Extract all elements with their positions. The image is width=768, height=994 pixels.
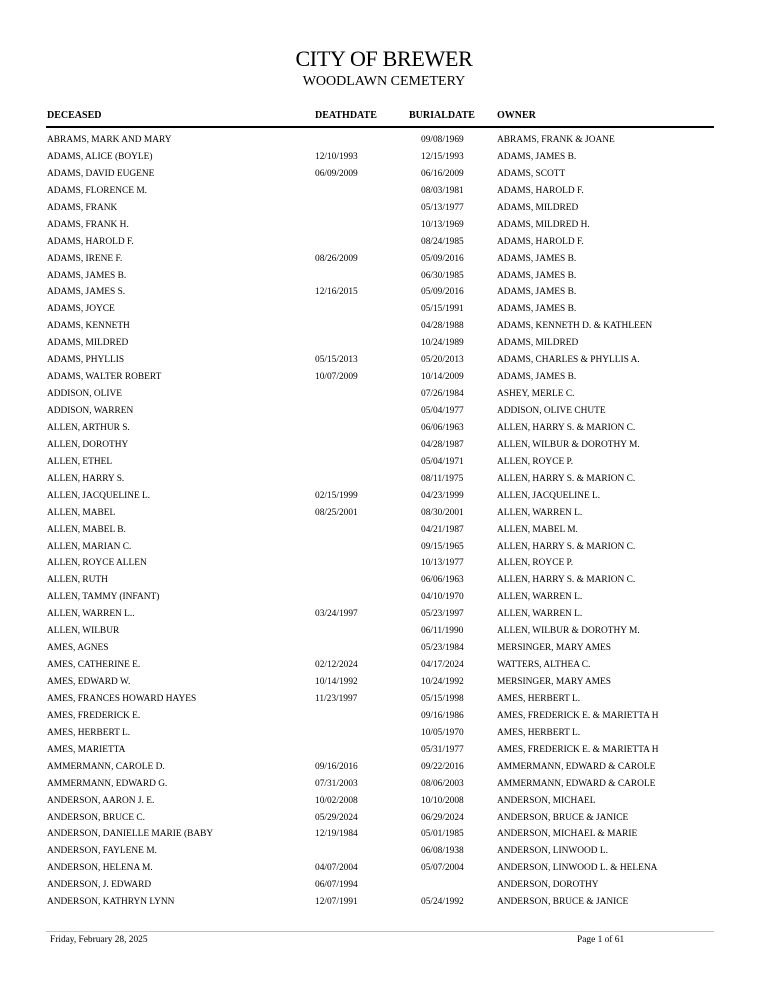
cell-owner: ADAMS, KENNETH D. & KATHLEEN (497, 321, 653, 332)
cell-burialdate: 05/20/2013 (421, 355, 464, 366)
cell-deceased: ADAMS, PHYLLIS (47, 355, 125, 366)
cell-burialdate: 08/30/2001 (421, 507, 464, 518)
cell-owner: ALLEN, ROYCE P. (497, 558, 574, 569)
cell-deceased: ADAMS, HAROLD F. (47, 236, 134, 247)
cell-owner: ALLEN, HARRY S. & MARION C. (497, 575, 636, 586)
cell-deceased: ADAMS, FLORENCE M. (47, 185, 148, 196)
cell-deceased: ANDERSON, DANIELLE MARIE (BABY (47, 829, 214, 840)
table-row (0, 183, 768, 200)
cell-deathdate: 08/25/2001 (315, 507, 358, 518)
cell-deceased: ALLEN, WARREN L.. (47, 609, 135, 620)
page-subtitle: WOODLAWN CEMETERY (302, 74, 466, 89)
table-row (0, 606, 768, 623)
table-row (0, 843, 768, 860)
cell-deceased: AMES, MARIETTA (47, 744, 126, 755)
cell-owner: AMES, FREDERICK E. & MARIETTA H (497, 710, 659, 721)
cell-owner: ALLEN, WILBUR & DOROTHY M. (497, 626, 640, 637)
cell-owner: ASHEY, MERLE C. (497, 389, 575, 400)
cell-deathdate: 10/07/2009 (315, 372, 358, 383)
cell-deceased: ADAMS, JAMES B. (47, 270, 127, 281)
cell-owner: ADAMS, JAMES B. (497, 372, 577, 383)
cell-owner: AMMERMANN, EDWARD & CAROLE (497, 778, 656, 789)
column-header-deceased: DECEASED (47, 110, 102, 121)
cell-owner: ANDERSON, LINWOOD L. (497, 846, 608, 857)
table-row (0, 318, 768, 335)
table-row (0, 488, 768, 505)
cell-burialdate: 05/09/2016 (421, 287, 464, 298)
cell-burialdate: 09/15/1965 (421, 541, 464, 552)
cell-deceased: ADAMS, JOYCE (47, 304, 115, 315)
table-row (0, 708, 768, 725)
cell-deceased: ANDERSON, HELENA M. (47, 863, 153, 874)
cell-burialdate: 05/24/1992 (421, 897, 464, 908)
cell-owner: ANDERSON, DOROTHY (497, 880, 599, 891)
cell-owner: ALLEN, WILBUR & DOROTHY M. (497, 439, 640, 450)
cell-owner: ADAMS, MILDRED (497, 338, 579, 349)
cell-burialdate: 06/30/1985 (421, 270, 464, 281)
cell-owner: ALLEN, HARRY S. & MARION C. (497, 541, 636, 552)
table-row (0, 572, 768, 589)
cell-deathdate: 07/31/2003 (315, 778, 358, 789)
footer-date: Friday, February 28, 2025 (50, 935, 148, 945)
cell-owner: WATTERS, ALTHEA C. (497, 660, 591, 671)
cell-deceased: AMMERMANN, EDWARD G. (47, 778, 168, 789)
cell-burialdate: 05/15/1998 (421, 693, 464, 704)
cell-burialdate: 06/06/1963 (421, 575, 464, 586)
cell-burialdate: 07/26/1984 (421, 389, 464, 400)
table-row (0, 420, 768, 437)
table-row (0, 894, 768, 911)
cell-owner: ADAMS, MILDRED (497, 202, 579, 213)
cell-deceased: ALLEN, ARTHUR S. (47, 422, 130, 433)
cell-deathdate: 05/29/2024 (315, 812, 358, 823)
cell-deceased: ADAMS, IRENE F. (47, 253, 123, 264)
table-row (0, 691, 768, 708)
cell-burialdate: 06/16/2009 (421, 168, 464, 179)
table-row (0, 268, 768, 285)
cell-burialdate: 10/10/2008 (421, 795, 464, 806)
cell-deceased: ALLEN, ETHEL (47, 456, 113, 467)
cell-owner: ADAMS, JAMES B. (497, 151, 577, 162)
table-row (0, 251, 768, 268)
cell-deathdate: 10/02/2008 (315, 795, 358, 806)
cell-deathdate: 06/07/1994 (315, 880, 358, 891)
cell-owner: MERSINGER, MARY AMES (497, 677, 611, 687)
cell-owner: ADAMS, HAROLD F. (497, 185, 584, 196)
cell-burialdate: 08/06/2003 (421, 778, 464, 789)
cell-burialdate: 10/24/1992 (421, 677, 464, 687)
cell-deceased: AMES, FREDERICK E. (47, 710, 141, 721)
table-row (0, 132, 768, 149)
cell-deceased: AMMERMANN, CAROLE D. (47, 761, 165, 772)
cell-owner: AMES, HERBERT L. (497, 693, 581, 704)
cell-deceased: ADAMS, JAMES S. (47, 287, 126, 298)
cell-deceased: AMES, CATHERINE E. (47, 660, 141, 671)
cell-owner: ADAMS, JAMES B. (497, 287, 577, 298)
cell-owner: ADDISON, OLIVE CHUTE (497, 406, 606, 416)
cell-deathdate: 12/07/1991 (315, 897, 358, 908)
cell-deceased: ABRAMS, MARK AND MARY (47, 135, 172, 145)
table-row (0, 149, 768, 166)
cell-owner: ALLEN, WARREN L. (497, 592, 583, 603)
cell-owner: AMES, FREDERICK E. & MARIETTA H (497, 744, 659, 755)
cell-burialdate: 05/01/1985 (421, 829, 464, 840)
cell-burialdate: 08/24/1985 (421, 236, 464, 247)
table-row (0, 674, 768, 691)
table-row (0, 640, 768, 657)
cell-burialdate: 04/23/1999 (421, 490, 464, 501)
cell-burialdate: 08/11/1975 (421, 473, 464, 484)
cell-deceased: AMES, FRANCES HOWARD HAYES (47, 693, 197, 704)
cell-owner: ALLEN, WARREN L. (497, 609, 583, 620)
cell-owner: ALLEN, WARREN L. (497, 507, 583, 518)
cell-owner: ALLEN, HARRY S. & MARION C. (497, 473, 636, 484)
cell-deathdate: 10/14/1992 (315, 677, 358, 687)
table-row (0, 471, 768, 488)
table-row (0, 386, 768, 403)
table-row (0, 725, 768, 742)
cell-owner: ADAMS, CHARLES & PHYLLIS A. (497, 355, 640, 366)
table-row (0, 403, 768, 420)
cell-deceased: ADDISON, OLIVE (47, 389, 122, 400)
cell-burialdate: 04/28/1988 (421, 321, 464, 332)
cell-owner: ADAMS, SCOTT (497, 168, 566, 179)
cell-deceased: ALLEN, MABEL B. (47, 524, 126, 535)
cell-burialdate: 09/22/2016 (421, 761, 464, 772)
cell-deathdate: 12/19/1984 (315, 829, 358, 840)
cell-deceased: ADAMS, MILDRED (47, 338, 129, 349)
cell-burialdate: 10/24/1989 (421, 338, 464, 349)
cell-deceased: ALLEN, TAMMY (INFANT) (47, 592, 160, 603)
table-row (0, 657, 768, 674)
cell-burialdate: 05/31/1977 (421, 744, 464, 755)
cell-deceased: ALLEN, JACQUELINE L. (47, 490, 151, 501)
cell-owner: ANDERSON, LINWOOD L. & HELENA (497, 863, 658, 874)
table-row (0, 335, 768, 352)
table-row (0, 505, 768, 522)
cell-burialdate: 10/13/1977 (421, 558, 464, 569)
table-row (0, 759, 768, 776)
cell-owner: ALLEN, HARRY S. & MARION C. (497, 422, 636, 433)
cell-deceased: ADAMS, FRANK H. (47, 219, 129, 230)
table-row (0, 589, 768, 606)
cell-owner: ANDERSON, MICHAEL & MARIE (497, 829, 638, 840)
cell-deathdate: 05/15/2013 (315, 355, 358, 366)
cell-owner: ALLEN, MABEL M. (497, 524, 578, 535)
table-row (0, 776, 768, 793)
cell-owner: ADAMS, JAMES B. (497, 270, 577, 281)
cell-owner: ALLEN, JACQUELINE L. (497, 490, 601, 501)
cell-owner: ADAMS, HAROLD F. (497, 236, 584, 247)
cell-burialdate: 10/13/1969 (421, 219, 464, 230)
column-header-owner: OWNER (497, 110, 536, 121)
column-header-deathdate: DEATHDATE (315, 110, 377, 121)
cell-owner: ADAMS, MILDRED H. (497, 219, 590, 230)
cell-burialdate: 10/05/1970 (421, 727, 464, 738)
cell-deathdate: 12/16/2015 (315, 287, 358, 298)
cell-deceased: ADAMS, WALTER ROBERT (47, 372, 162, 383)
table-row (0, 166, 768, 183)
cell-burialdate: 06/06/1963 (421, 422, 464, 433)
cell-owner: AMES, HERBERT L. (497, 727, 581, 738)
page-number: Page 1 of 61 (577, 935, 625, 945)
table-row (0, 301, 768, 318)
cell-deceased: ALLEN, RUTH (47, 575, 108, 586)
cell-deathdate: 02/15/1999 (315, 490, 358, 501)
cell-deceased: AMES, AGNES (47, 643, 109, 654)
cell-deceased: ALLEN, ROYCE ALLEN (47, 558, 147, 569)
cell-deceased: ADAMS, KENNETH (47, 321, 130, 332)
table-row (0, 352, 768, 369)
cell-deceased: ALLEN, DOROTHY (47, 439, 129, 450)
table-row (0, 826, 768, 843)
cell-owner: ABRAMS, FRANK & JOANE (497, 135, 615, 145)
table-row (0, 437, 768, 454)
table-row (0, 555, 768, 572)
table-row (0, 810, 768, 827)
cell-deceased: ADAMS, ALICE (BOYLE) (47, 151, 153, 162)
table-row (0, 539, 768, 556)
cell-burialdate: 05/04/1977 (421, 406, 464, 416)
cell-deceased: ALLEN, WILBUR (47, 626, 120, 637)
cell-deceased: ANDERSON, AARON J. E. (47, 795, 155, 806)
table-row (0, 623, 768, 640)
cell-owner: ANDERSON, BRUCE & JANICE (497, 812, 629, 823)
cell-burialdate: 05/09/2016 (421, 253, 464, 264)
cell-owner: MERSINGER, MARY AMES (497, 643, 611, 654)
cell-deathdate: 06/09/2009 (315, 168, 358, 179)
cell-burialdate: 09/16/1986 (421, 710, 464, 721)
cell-deceased: ADDISON, WARREN (47, 406, 134, 416)
cell-deceased: ANDERSON, BRUCE C. (47, 812, 145, 823)
cell-deceased: ANDERSON, KATHRYN LYNN (47, 897, 175, 908)
cell-burialdate: 06/11/1990 (421, 626, 464, 637)
table-row (0, 217, 768, 234)
cell-deceased: ALLEN, MABEL (47, 507, 116, 518)
cell-burialdate: 05/13/1977 (421, 202, 464, 213)
cell-deathdate: 04/07/2004 (315, 863, 358, 874)
table-row (0, 200, 768, 217)
cell-burialdate: 04/17/2024 (421, 660, 464, 671)
cell-deathdate: 11/23/1997 (315, 693, 358, 704)
cell-deathdate: 12/10/1993 (315, 151, 358, 162)
table-row (0, 742, 768, 759)
cell-owner: ADAMS, JAMES B. (497, 253, 577, 264)
cell-burialdate: 10/14/2009 (421, 372, 464, 383)
cell-deceased: AMES, HERBERT L. (47, 727, 131, 738)
cell-owner: ADAMS, JAMES B. (497, 304, 577, 315)
cell-deathdate: 09/16/2016 (315, 761, 358, 772)
table-row (0, 369, 768, 386)
cell-burialdate: 04/21/1987 (421, 524, 464, 535)
cell-burialdate: 05/23/1984 (421, 643, 464, 654)
cell-deathdate: 02/12/2024 (315, 660, 358, 671)
cell-burialdate: 06/08/1938 (421, 846, 464, 857)
cell-owner: ANDERSON, BRUCE & JANICE (497, 897, 629, 908)
cell-burialdate: 05/07/2004 (421, 863, 464, 874)
cell-deathdate: 03/24/1997 (315, 609, 358, 620)
table-row (0, 522, 768, 539)
header-divider (46, 126, 714, 128)
cell-deceased: ANDERSON, FAYLENE M. (47, 846, 157, 857)
table-row (0, 793, 768, 810)
footer-divider (46, 931, 714, 932)
cell-burialdate: 04/10/1970 (421, 592, 464, 603)
table-header (0, 110, 768, 124)
cell-owner: ALLEN, ROYCE P. (497, 456, 574, 467)
cell-deceased: AMES, EDWARD W. (47, 677, 131, 687)
cell-burialdate: 05/15/1991 (421, 304, 464, 315)
cell-owner: ANDERSON, MICHAEL (497, 795, 596, 806)
cell-burialdate: 05/04/1971 (421, 456, 464, 467)
cell-owner: AMMERMANN, EDWARD & CAROLE (497, 761, 656, 772)
cell-deceased: ALLEN, MARIAN C. (47, 541, 132, 552)
table-row (0, 284, 768, 301)
cell-burialdate: 09/08/1969 (421, 135, 464, 145)
table-row (0, 234, 768, 251)
table-row (0, 877, 768, 894)
cell-deceased: ADAMS, DAVID EUGENE (47, 168, 155, 179)
cell-deathdate: 08/26/2009 (315, 253, 358, 264)
cell-deceased: ANDERSON, J. EDWARD (47, 880, 152, 891)
cell-burialdate: 04/28/1987 (421, 439, 464, 450)
cell-burialdate: 06/29/2024 (421, 812, 464, 823)
page-title: CITY OF BREWER (295, 46, 473, 71)
cell-deceased: ALLEN, HARRY S. (47, 473, 125, 484)
table-row (0, 454, 768, 471)
cell-deceased: ADAMS, FRANK (47, 202, 118, 213)
column-header-burialdate: BURIALDATE (409, 110, 475, 121)
cell-burialdate: 05/23/1997 (421, 609, 464, 620)
cell-burialdate: 12/15/1993 (421, 151, 464, 162)
cell-burialdate: 08/03/1981 (421, 185, 464, 196)
table-row (0, 860, 768, 877)
table-body (0, 132, 768, 912)
